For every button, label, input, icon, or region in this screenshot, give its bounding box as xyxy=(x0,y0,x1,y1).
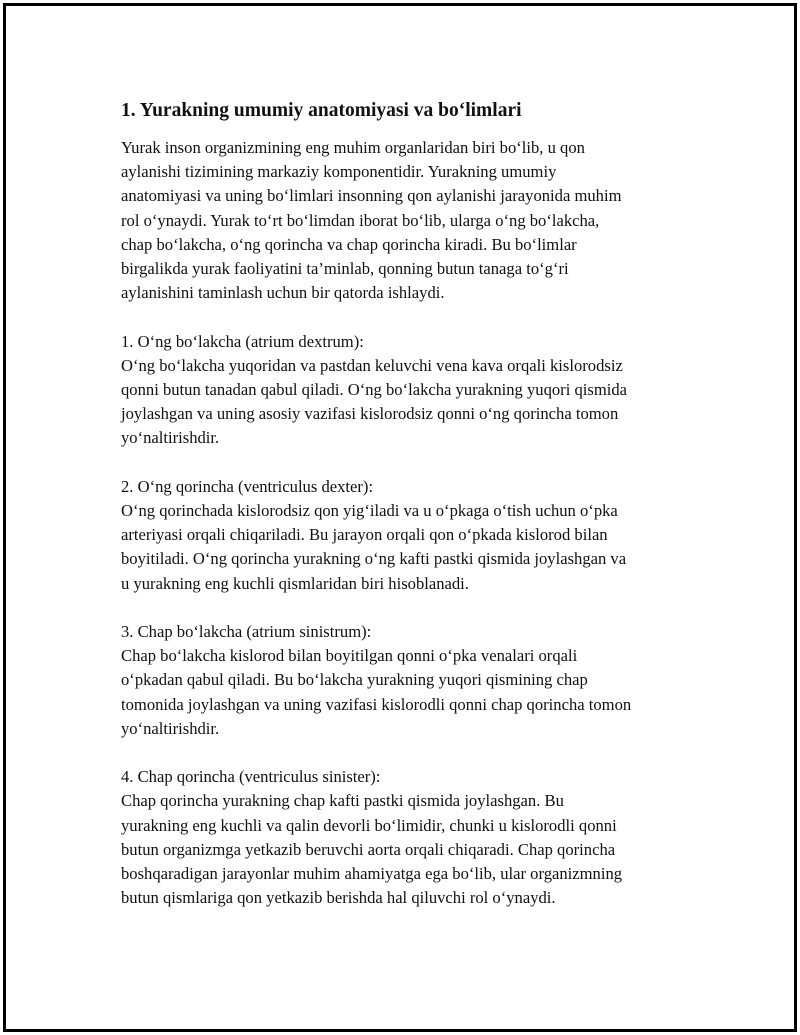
text-line: qonni butun tanadan qabul qiladi. O‘ng bo‘lakcha yurakning yuqori qismida xyxy=(121,380,628,400)
text-line: o‘pkadan qabul qiladi. Bu bo‘lakcha yurakning yuqori qismining chap xyxy=(121,670,588,690)
text-line: yo‘naltirishdir. xyxy=(121,428,220,448)
subsection-heading: 1. O‘ng bo‘lakcha (atrium dextrum): xyxy=(121,331,364,351)
text-line: rol o‘ynaydi. Yurak to‘rt bo‘limdan iborat bo‘lib, ularga o‘ng bo‘lakcha, xyxy=(121,210,600,230)
text-line: butun qismlariga qon yetkazib berishda hal qiluvchi rol o‘ynaydi. xyxy=(121,888,556,908)
text-line: arteriyasi orqali chiqariladi. Bu jarayon orqali qon o‘pkada kislorod bilan xyxy=(121,525,608,545)
text-line: Chap bo‘lakcha kislorod bilan boyitilgan qonni o‘pka venalari orqali xyxy=(121,646,578,666)
text-line: boshqaradigan jarayonlar muhim ahamiyatga ega bo‘lib, ular organizmning xyxy=(121,864,623,884)
section-title: 1. Yurakning umumiy anatomiyasi va bo‘limlari xyxy=(121,100,522,121)
page-frame xyxy=(3,3,797,1032)
text-line: birgalikda yurak faoliyatini ta’minlab, qonning butun tanaga to‘g‘ri xyxy=(121,259,569,279)
text-line: yurakning eng kuchli va qalin devorli bo‘limidir, chunki u kislorodli qonni xyxy=(121,815,617,835)
paragraph-spacer xyxy=(121,596,696,620)
text-line: yo‘naltirishdir. xyxy=(121,718,220,738)
text-line: tomonida joylashgan va uning vazifasi kislorodli qonni chap qorincha tomon xyxy=(121,694,632,714)
text-line: aylanishini taminlash uchun bir qatorda ishlaydi. xyxy=(121,283,445,303)
text-line: Chap qorincha yurakning chap kafti pastki qismida joylashgan. Bu xyxy=(121,791,564,811)
subsection-heading: 3. Chap bo‘lakcha (atrium sinistrum): xyxy=(121,622,372,642)
text-line: aylanishi tizimining markaziy komponentidir. Yurakning umumiy xyxy=(121,162,557,182)
paragraph-spacer xyxy=(121,451,696,475)
paragraph-spacer xyxy=(121,305,696,329)
section-left-ventricle xyxy=(121,765,696,910)
text-line: O‘ng bo‘lakcha yuqoridan va pastdan keluvchi vena kava orqali kislorodsiz xyxy=(121,355,623,375)
section-right-atrium xyxy=(121,330,696,451)
section-left-atrium xyxy=(121,620,696,741)
text-line: u yurakning eng kuchli qismlaridan biri hisoblanadi. xyxy=(121,573,469,593)
document-body xyxy=(121,98,696,910)
text-line: butun organizmga yetkazib beruvchi aorta orqali chiqaradi. Chap qorincha xyxy=(121,839,616,859)
text-line: boyitiladi. O‘ng qorincha yurakning o‘ng kafti pastki qismida joylashgan va xyxy=(121,549,627,569)
subsection-heading: 2. O‘ng qorincha (ventriculus dexter): xyxy=(121,476,374,496)
text-line: chap bo‘lakcha, o‘ng qorincha va chap qorincha kiradi. Bu bo‘limlar xyxy=(121,234,577,254)
paragraph-spacer xyxy=(121,741,696,765)
section-right-ventricle xyxy=(121,475,696,596)
text-line: O‘ng qorinchada kislorodsiz qon yig‘iladi va u o‘pkaga o‘tish uchun o‘pka xyxy=(121,501,618,521)
text-line: joylashgan va uning asosiy vazifasi kislorodsiz qonni o‘ng qorincha tomon xyxy=(121,404,619,424)
text-line: anatomiyasi va uning bo‘limlari insonning qon aylanishi jarayonida muhim xyxy=(121,186,622,206)
text-line: Yurak inson organizmining eng muhim organlaridan biri bo‘lib, u qon xyxy=(121,138,585,157)
subsection-heading: 4. Chap qorincha (ventriculus sinister): xyxy=(121,767,381,787)
intro-paragraph xyxy=(121,136,696,305)
